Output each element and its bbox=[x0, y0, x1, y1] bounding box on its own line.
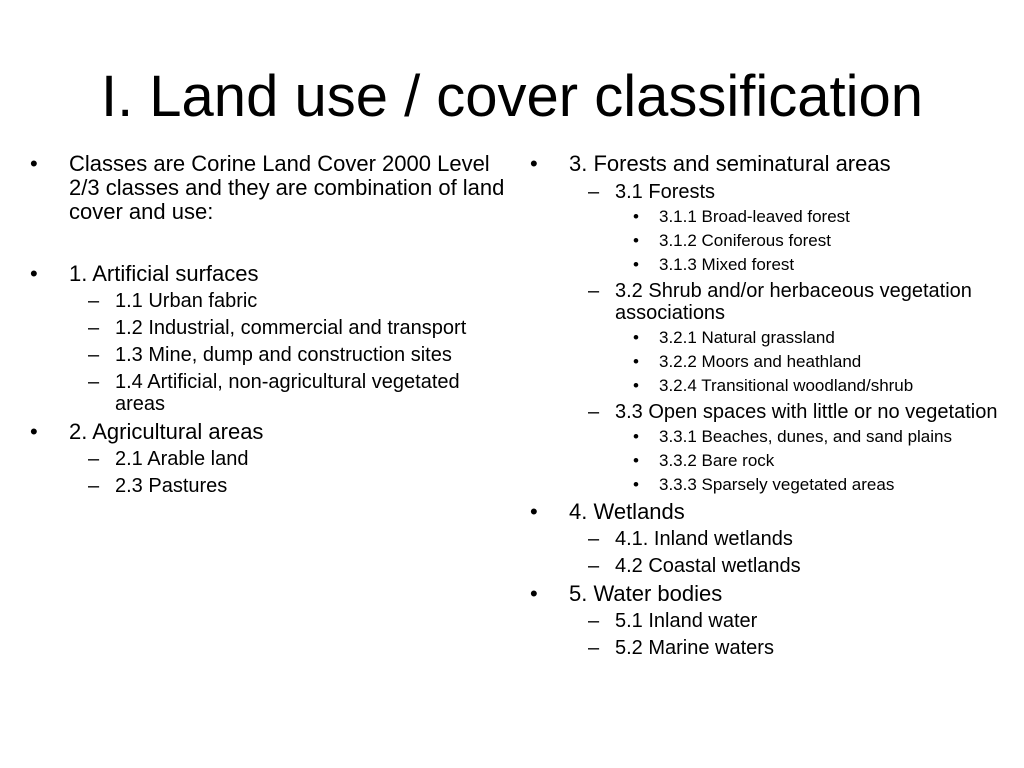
detail-item bbox=[530, 208, 1000, 226]
subclass-item bbox=[530, 528, 1000, 550]
dash-marker: – bbox=[588, 280, 600, 302]
bullet-marker: • bbox=[633, 328, 639, 347]
dash-marker: – bbox=[588, 401, 600, 423]
detail-item bbox=[530, 329, 1000, 347]
detail-label: 3.1.1 Broad-leaved forest bbox=[659, 207, 850, 226]
subclass-item bbox=[530, 610, 1000, 632]
bullet-marker: • bbox=[530, 151, 538, 176]
detail-label: 3.1.3 Mixed forest bbox=[659, 255, 795, 274]
subclass-label: 1.1 Urban fabric bbox=[115, 290, 258, 312]
dash-marker: – bbox=[588, 528, 600, 550]
detail-label: 3.3.1 Beaches, dunes, and sand plains bbox=[659, 427, 952, 446]
bullet-marker: • bbox=[30, 151, 38, 176]
bullet-marker: • bbox=[633, 427, 639, 446]
dash-marker: – bbox=[588, 555, 600, 577]
class-label: 5. Water bodies bbox=[569, 581, 723, 606]
detail-label: 3.1.2 Coniferous forest bbox=[659, 231, 831, 250]
subclass-item bbox=[30, 448, 510, 470]
subclass-item bbox=[30, 290, 510, 312]
dash-marker: – bbox=[88, 371, 100, 393]
intro-text: Classes are Corine Land Cover 2000 Level 2/3 classes and they are combination of land cover and use: bbox=[69, 151, 505, 224]
subclass-label: 4.2 Coastal wetlands bbox=[615, 555, 801, 577]
detail-item bbox=[530, 452, 1000, 470]
subclass-item bbox=[30, 475, 510, 497]
bullet-marker: • bbox=[633, 352, 639, 371]
subclass-label: 1.2 Industrial, commercial and transport bbox=[115, 317, 467, 339]
class-label: 4. Wetlands bbox=[569, 499, 685, 524]
class-wetlands bbox=[530, 500, 1000, 524]
class-label: 2. Agricultural areas bbox=[69, 419, 264, 444]
dash-marker: – bbox=[88, 448, 100, 470]
subclass-label: 1.3 Mine, dump and construction sites bbox=[115, 344, 452, 366]
subclass-item bbox=[530, 280, 1000, 324]
bullet-marker: • bbox=[30, 419, 38, 444]
subclass-item bbox=[30, 344, 510, 366]
dash-marker: – bbox=[588, 181, 600, 203]
dash-marker: – bbox=[88, 344, 100, 366]
dash-marker: – bbox=[588, 637, 600, 659]
subclass-item bbox=[530, 637, 1000, 659]
bullet-marker: • bbox=[633, 231, 639, 250]
bullet-marker: • bbox=[633, 376, 639, 395]
subclass-item bbox=[30, 317, 510, 339]
subclass-label: 5.2 Marine waters bbox=[615, 637, 774, 659]
dash-marker: – bbox=[88, 317, 100, 339]
detail-label: 3.3.2 Bare rock bbox=[659, 451, 775, 470]
class-water-bodies bbox=[530, 582, 1000, 606]
subclass-item bbox=[530, 555, 1000, 577]
subclass-item bbox=[530, 181, 1000, 203]
detail-item bbox=[530, 428, 1000, 446]
slide-title: I. Land use / cover classification bbox=[100, 64, 924, 129]
bullet-marker: • bbox=[633, 255, 639, 274]
subclass-label: 3.1 Forests bbox=[615, 181, 716, 203]
subclass-label: 5.1 Inland water bbox=[615, 610, 758, 632]
detail-item bbox=[530, 353, 1000, 371]
bullet-marker: • bbox=[633, 475, 639, 494]
detail-item bbox=[530, 256, 1000, 274]
detail-item bbox=[530, 232, 1000, 250]
subclass-label: 3.3 Open spaces with little or no vegetation bbox=[615, 401, 998, 423]
detail-label: 3.2.4 Transitional woodland/shrub bbox=[659, 376, 914, 395]
subclass-label: 2.3 Pastures bbox=[115, 475, 228, 497]
class-forests-seminatural bbox=[530, 152, 1000, 176]
dash-marker: – bbox=[88, 290, 100, 312]
class-agricultural-areas bbox=[30, 420, 510, 444]
detail-label: 3.2.1 Natural grassland bbox=[659, 328, 835, 347]
subclass-label: 4.1. Inland wetlands bbox=[615, 528, 793, 550]
dash-marker: – bbox=[588, 610, 600, 632]
left-column bbox=[30, 152, 510, 502]
subclass-label: 3.2 Shrub and/or herbaceous vegetation associations bbox=[615, 280, 972, 324]
bullet-marker: • bbox=[530, 499, 538, 524]
subclass-label: 1.4 Artificial, non-agricultural vegetated areas bbox=[115, 371, 460, 415]
detail-label: 3.3.3 Sparsely vegetated areas bbox=[659, 475, 895, 494]
intro-bullet bbox=[30, 152, 510, 224]
class-label: 1. Artificial surfaces bbox=[69, 261, 259, 286]
bullet-marker: • bbox=[530, 581, 538, 606]
detail-label: 3.2.2 Moors and heathland bbox=[659, 352, 862, 371]
class-artificial-surfaces bbox=[30, 262, 510, 286]
detail-item bbox=[530, 377, 1000, 395]
subclass-label: 2.1 Arable land bbox=[115, 448, 249, 470]
bullet-marker: • bbox=[633, 207, 639, 226]
detail-item bbox=[530, 476, 1000, 494]
subclass-item bbox=[530, 401, 1000, 423]
subclass-item bbox=[30, 371, 510, 415]
class-label: 3. Forests and seminatural areas bbox=[569, 151, 891, 176]
dash-marker: – bbox=[88, 475, 100, 497]
right-column bbox=[530, 152, 1000, 664]
bullet-marker: • bbox=[633, 451, 639, 470]
bullet-marker: • bbox=[30, 261, 38, 286]
